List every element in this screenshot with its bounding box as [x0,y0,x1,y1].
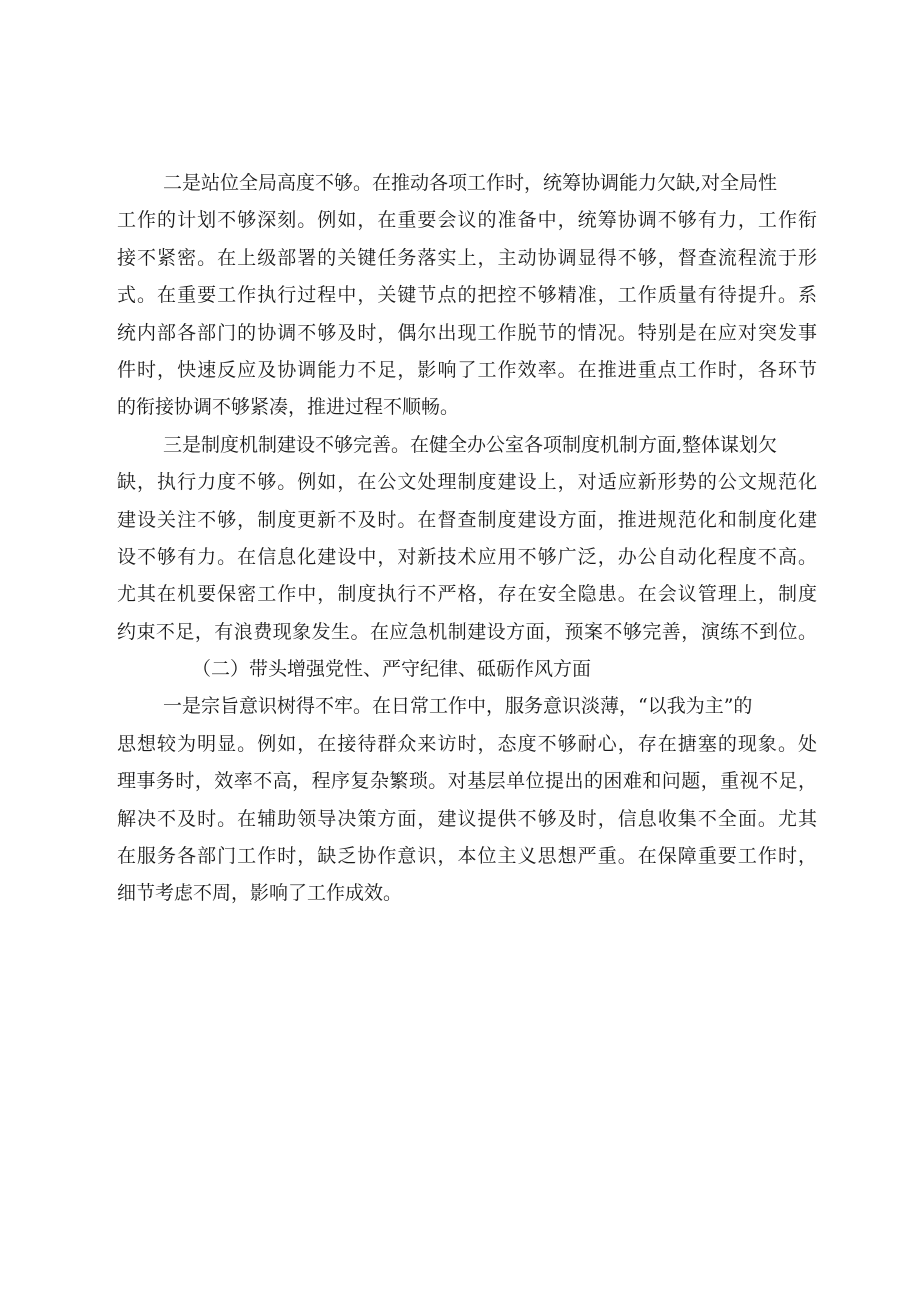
paragraph-line: 约束不足，有浪费现象发生。在应急机制建设方面，预案不够完善，演练不到位。 [117,620,817,643]
paragraph [117,427,817,651]
paragraph-line: 缺，执行力度不够。例如，在公文处理制度建设上，对适应新形势的公文规范化 [117,471,817,494]
section-heading [117,651,817,688]
paragraph-line: 解决不及时。在辅助领导决策方面，建议提供不够及时，信息收集不全面。尤其 [117,807,817,830]
paragraph-line: 尤其在机要保密工作中，制度执行不严格，存在安全隐患。在会议管理上，制度 [117,583,817,606]
paragraph-line: 在服务各部门工作时，缺乏协作意识，本位主义思想严重。在保障重要工作时， [117,845,817,868]
paragraph-line: 二是站位全局高度不够。在推动各项工作时，统筹协调能力欠缺,对全局性 [163,172,778,194]
paragraph-line: 设不够有力。在信息化建设中，对新技术应用不够广泛，办公自动化程度不高。 [117,545,817,568]
paragraph-line: 思想较为明显。例如，在接待群众来访时，态度不够耐心，存在搪塞的现象。处 [117,732,817,755]
paragraph-line: 式。在重要工作执行过程中，关键节点的把控不够精准，工作质量有待提升。系 [117,284,817,307]
document-body [117,165,817,913]
paragraph-line: 的衔接协调不够紧凑，推进过程不顺畅。 [117,396,460,419]
paragraph-line: 接不紧密。在上级部署的关键任务落实上，主动协调显得不够，督查流程流于形 [117,246,817,269]
paragraph [117,688,817,912]
paragraph [117,165,817,427]
paragraph-line: 理事务时，效率不高，程序复杂繁琐。对基层单位提出的困难和问题，重视不足， [117,770,817,793]
section-heading-text: （二）带头增强党性、严守纪律、砥砺作风方面 [192,658,592,681]
paragraph-line: 件时，快速反应及协调能力不足，影响了工作效率。在推进重点工作时，各环节 [117,358,817,381]
paragraph-line: 一是宗旨意识树得不牢。在日常工作中，服务意识淡薄，“以我为主”的 [163,695,753,718]
paragraph-line: 统内部各部门的协调不够及时，偶尔出现工作脱节的情况。特别是在应对突发事 [117,321,817,344]
paragraph-line: 三是制度机制建设不够完善。在健全办公室各项制度机制方面,整体谋划欠 [163,433,778,456]
paragraph-line: 建设关注不够，制度更新不及时。在督查制度建设方面，推进规范化和制度化建 [117,508,817,531]
paragraph-line: 工作的计划不够深刻。例如，在重要会议的准备中，统筹协调不够有力，工作衔 [117,209,817,232]
paragraph-line: 细节考虑不周，影响了工作成效。 [117,882,403,905]
